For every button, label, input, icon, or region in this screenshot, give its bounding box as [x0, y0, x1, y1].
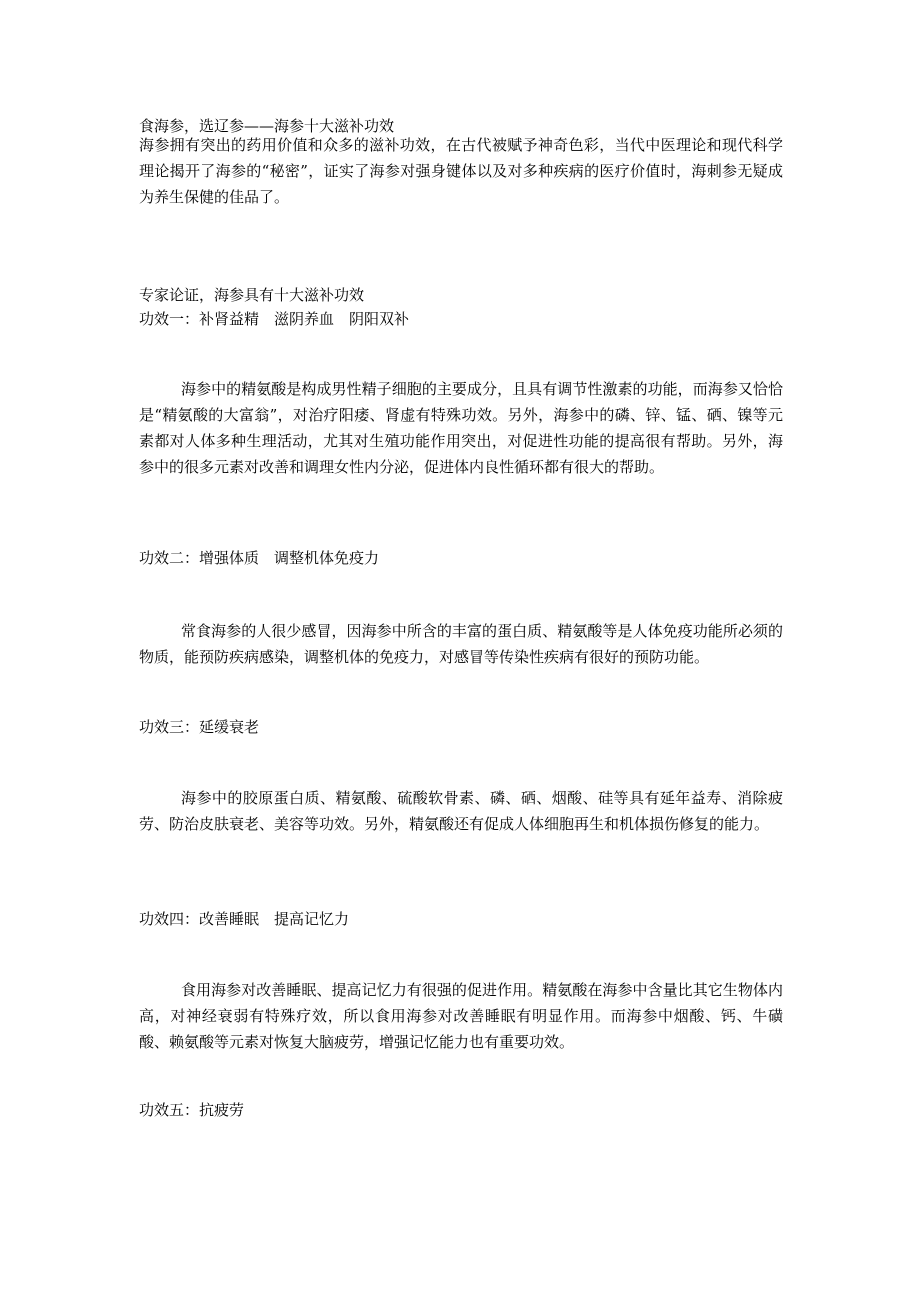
effect-3-heading: 功效三：延缓衰老: [139, 718, 260, 736]
section-heading: 专家论证，海参具有十大滋补功效: [139, 286, 365, 304]
intro-title: 食海参，选辽参——海参十大滋补功效: [139, 117, 395, 135]
effect-2-heading: 功效二：增强体质 调整机体免疫力: [139, 549, 380, 567]
effect-1-heading: 功效一：补肾益精 滋阴养血 阴阳双补: [139, 310, 410, 328]
effect-1-paragraph: 海参中的精氨酸是构成男性精子细胞的主要成分，且具有调节性激素的功能，而海参又恰恰是“精氨酸的大富翁”，对治疗阳痿、肾虚有特殊功效。另外，海参中的磷、锌、锰、硒、镍等元素都对人体多种生理活动，尤其对生殖功能作用突出，对促进性功能的提高很有帮助。另外，海参中的很多元素对改善和调理女性内分泌，促进体内良性循环都有很大的帮助。: [139, 380, 783, 476]
intro-paragraph: 海参拥有突出的药用价值和众多的滋补功效，在古代被赋予神奇色彩，当代中医理论和现代科学理论揭开了海参的“秘密”，证实了海参对强身键体以及对多种疾病的医疗价值时，海刺参无疑成为养生保健的佳品了。: [139, 136, 783, 206]
effect-3-paragraph: 海参中的胶原蛋白质、精氨酸、硫酸软骨素、磷、硒、烟酸、硅等具有延年益寿、消除疲劳、防治皮肤衰老、美容等功效。另外，精氨酸还有促成人体细胞再生和机体损伤修复的能力。: [139, 789, 783, 833]
effect-5-heading: 功效五：抗疲劳: [139, 1101, 245, 1119]
effect-4-paragraph: 食用海参对改善睡眠、提高记忆力有很强的促进作用。精氨酸在海参中含量比其它生物体内高，对神经衰弱有特殊疗效，所以食用海参对改善睡眠有明显作用。而海参中烟酸、钙、牛磺酸、赖氨酸等元素对恢复大脑疲劳，增强记忆能力也有重要功效。: [139, 981, 783, 1051]
effect-2-paragraph: 常食海参的人很少感冒，因海参中所含的丰富的蛋白质、精氨酸等是人体免疫功能所必须的物质，能预防疾病感染，调整机体的免疫力，对感冒等传染性疾病有很好的预防功能。: [139, 622, 783, 666]
effect-4-heading: 功效四：改善睡眠 提高记忆力: [139, 910, 350, 928]
